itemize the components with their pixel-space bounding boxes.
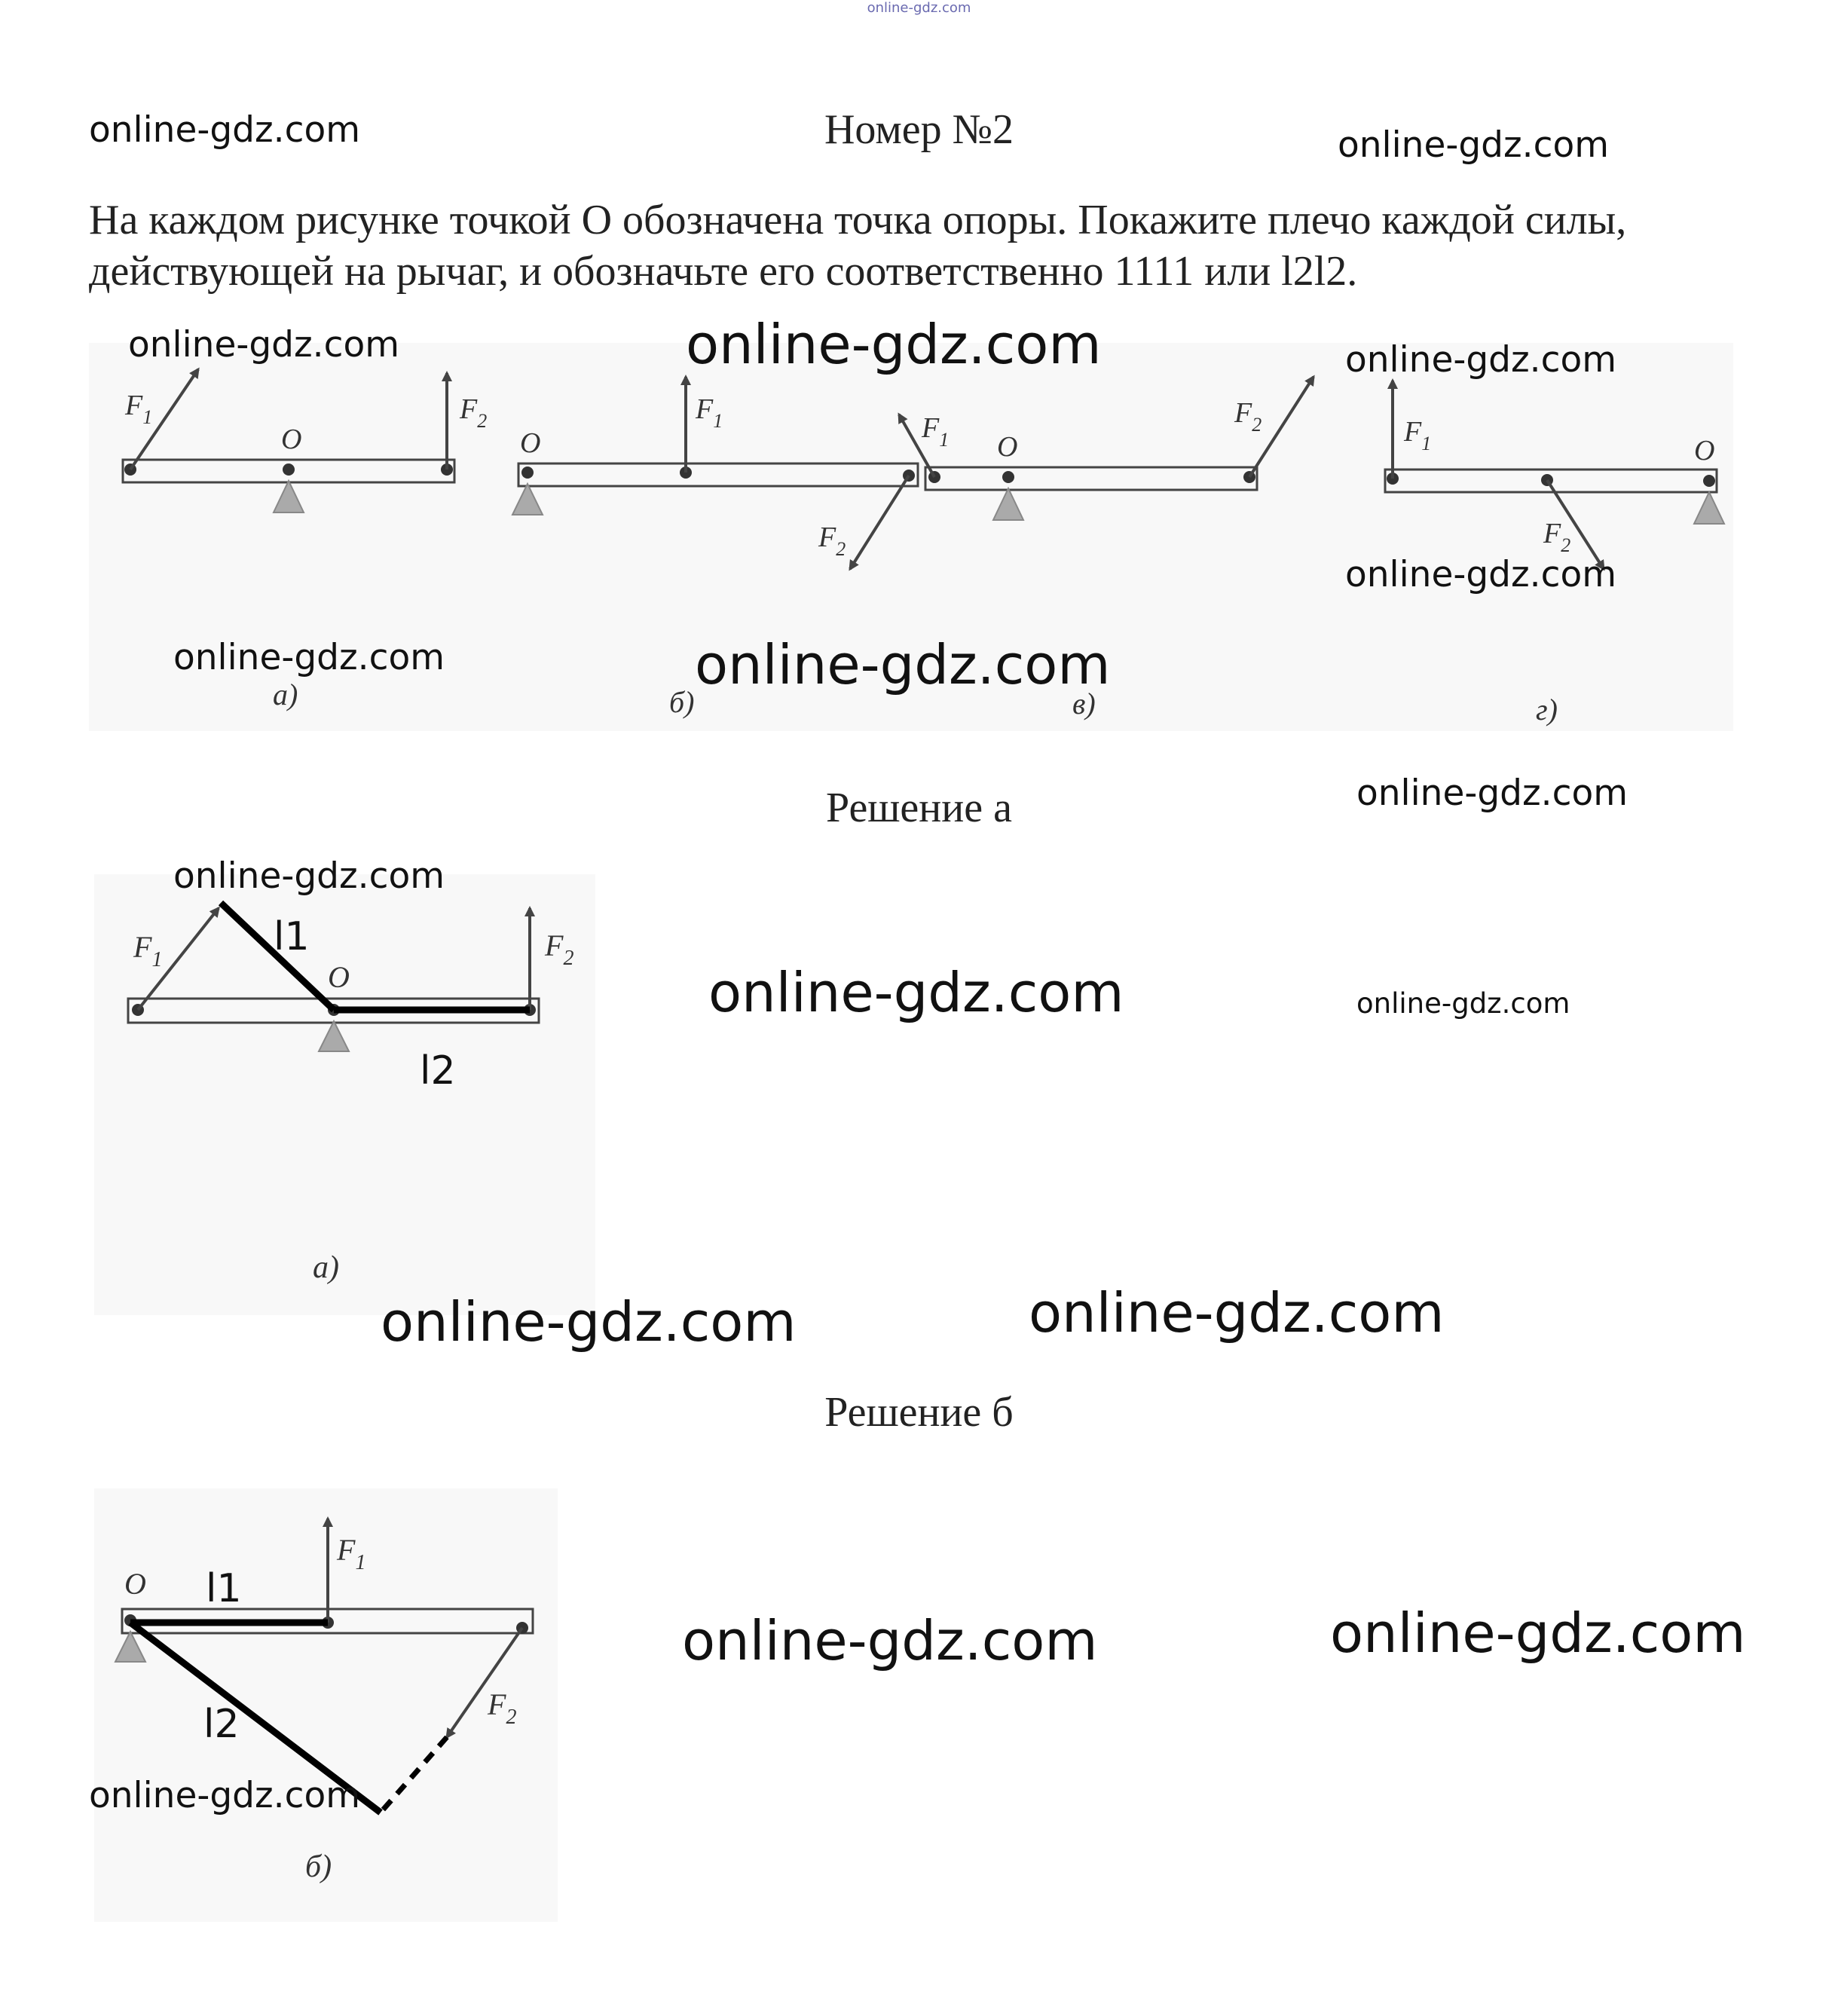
svg-text:l2: l2 <box>420 1048 456 1094</box>
watermark: online-gdz.com <box>1356 772 1628 814</box>
support-icon <box>319 1021 349 1051</box>
watermark: online-gdz.com <box>89 1775 360 1816</box>
svg-text:F2: $F_2$ <box>488 1687 517 1729</box>
svg-text:б): б) <box>669 685 695 719</box>
svg-text:F2: $F_2$ <box>460 393 488 432</box>
svg-text:O: O <box>328 960 350 994</box>
watermark: online-gdz.com <box>708 961 1124 1024</box>
task-text: На каждом рисунке точкой О обозначена точка опоры. Покажите плечо каждой силы, действующей на рычаг, и обозначьте его соответственно 1111 или l2l2. <box>89 197 1627 295</box>
watermark: online-gdz.com <box>1345 554 1616 595</box>
support-icon <box>993 488 1023 520</box>
watermark: online-gdz.com <box>1029 1281 1445 1345</box>
watermark: online-gdz.com <box>1345 339 1616 381</box>
line-of-action-f2 <box>381 1737 447 1813</box>
watermark: online-gdz.com <box>686 313 1102 376</box>
watermark: online-gdz.com <box>1338 124 1609 166</box>
support-icon <box>512 484 543 515</box>
solution-b-figure <box>94 1488 558 1922</box>
svg-text:O: O <box>520 427 541 459</box>
support-icon <box>1694 492 1724 524</box>
watermark: online-gdz.com <box>173 855 445 897</box>
svg-text:а): а) <box>313 1250 339 1285</box>
solution-a-figure <box>94 874 595 1315</box>
svg-text:F1: $F_1$ <box>922 412 950 451</box>
svg-text:F1: $F_1$ <box>696 393 723 432</box>
watermark: online-gdz.com <box>1356 987 1570 1020</box>
watermark: online-gdz.com <box>695 633 1111 696</box>
svg-text:F2: $F_2$ <box>818 522 846 560</box>
svg-text:O: O <box>281 424 302 455</box>
svg-text:F2: $F_2$ <box>545 928 574 970</box>
svg-text:б): б) <box>305 1849 332 1884</box>
solution-a-heading: Решение а <box>826 785 1012 831</box>
svg-text:F1: $F_1$ <box>337 1533 366 1574</box>
svg-text:в): в) <box>1072 687 1096 720</box>
svg-text:F1: $F_1$ <box>125 390 153 428</box>
svg-text:O: O <box>124 1567 146 1601</box>
svg-text:г): г) <box>1536 693 1558 727</box>
svg-text:l1: l1 <box>274 914 310 959</box>
svg-text:а): а) <box>273 678 298 711</box>
svg-text:F2: $F_2$ <box>1234 397 1262 436</box>
support-icon <box>274 481 304 512</box>
solution-b-heading: Решение б <box>824 1389 1014 1436</box>
svg-text:O: O <box>997 431 1018 463</box>
svg-text:l2: l2 <box>203 1702 240 1747</box>
watermark: online-gdz.com <box>173 637 445 678</box>
watermark: online-gdz.com <box>381 1290 797 1354</box>
svg-text:F2: $F_2$ <box>1543 518 1571 556</box>
watermark: online-gdz.com <box>1330 1601 1746 1665</box>
svg-text:O: O <box>1694 435 1715 467</box>
svg-text:F1: $F_1$ <box>133 930 163 971</box>
support-icon <box>115 1632 145 1662</box>
top-watermark: online-gdz.com <box>867 0 971 16</box>
svg-text:l1: l1 <box>206 1566 242 1611</box>
svg-text:F1: $F_1$ <box>1404 416 1432 454</box>
watermark: online-gdz.com <box>89 109 360 151</box>
watermark: online-gdz.com <box>682 1609 1098 1672</box>
watermark: online-gdz.com <box>128 324 399 366</box>
page-title: Номер №2 <box>824 106 1014 153</box>
